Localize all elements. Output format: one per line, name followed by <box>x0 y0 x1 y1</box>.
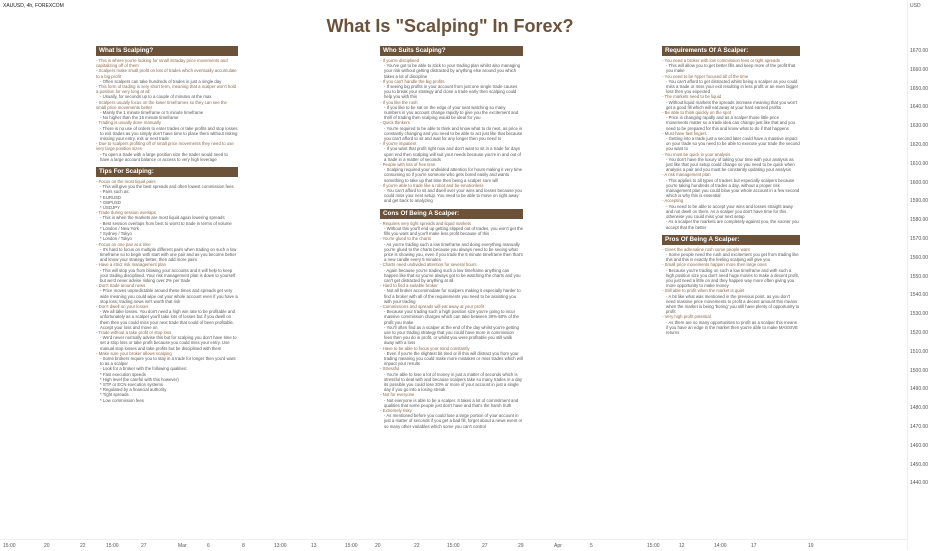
price-tick: 1510.00 <box>910 348 929 355</box>
point-heading: - Focus on the most liquid pairs <box>96 179 156 185</box>
point-detail: - If you like to be sat on the edge of your seat watching so many numbers in you account change rapidly to give you the excitement and thrill of trading then scalping would be ideal for you <box>384 104 520 121</box>
price-tick: 1580.00 <box>910 217 929 224</box>
point-detail: - Getting into a trade just a second later could have a massive impact on your trade so you need to be able to execute your trade the second you want to <box>666 136 801 152</box>
point-heading: - Very high profit potential <box>662 314 711 320</box>
time-tick: 19 <box>808 543 814 549</box>
price-tick: 1500.00 <box>910 367 929 374</box>
point-heading: - Not for everyone <box>380 392 415 398</box>
price-tick: 1610.00 <box>910 160 929 167</box>
time-tick: 6 <box>207 543 210 549</box>
point-detail: - This is when the markets are most liquid again lowering spreads <box>100 215 225 221</box>
point-heading: - If you're impatient <box>380 141 417 147</box>
point-heading: - People with lots of free time <box>380 162 436 168</box>
price-axis[interactable] <box>907 0 932 550</box>
price-tick: 1620.00 <box>910 142 929 148</box>
point-heading: - Focus on one pair at a time <box>96 241 151 247</box>
point-heading: - Trading is usually done manually <box>96 120 161 126</box>
chart-symbol-label: XAUUSD, 4h, FOREXCOM <box>3 3 64 9</box>
point-detail: * Fast execution speeds <box>100 371 146 377</box>
point-heading: - Small price movements happen more then large ones <box>662 262 767 268</box>
point-detail: * STP or ECN execution systems <box>100 381 163 387</box>
point-heading: - Must have fast fingers <box>662 130 707 136</box>
time-axis[interactable] <box>0 539 907 551</box>
point-detail: - To open a trade with a large position size the trader would need to have a large account balance or access to very high leverage <box>100 151 230 162</box>
point-detail: - You've got to be able to stick to your trading plan whilst also managing your risk without getting distracted by anything else around you which takes a lot of discipline <box>384 63 522 79</box>
point-heading: - If you're disciplined <box>380 58 420 63</box>
point-heading: - The markets need to be liquid <box>662 94 722 100</box>
time-tick: 5 <box>590 543 593 549</box>
time-tick: 13:00 <box>274 543 287 549</box>
point-detail: - If seeing big profits in your account from just one single trade causes you to break your strategy and close a trade early then scalping could help you with this <box>384 84 519 100</box>
price-tick: 1570.00 <box>910 236 929 242</box>
point-detail: * London / New York <box>100 225 139 231</box>
point-detail: - Because you're trading on such a low timeframe and with such a high position size you don't need huge moves to make a decent profit, you just need a little on and they happen way more often giving you more opportunity to make money <box>666 267 801 289</box>
time-tick: 27 <box>141 543 147 549</box>
time-tick: 15:00 <box>447 543 460 549</box>
point-heading: - Gives the adrenaline rush some people want <box>662 246 750 252</box>
point-detail: * Sydney / Tokyo <box>100 231 132 237</box>
price-tick: 1560.00 <box>910 254 929 261</box>
price-tick: 1640.00 <box>910 104 929 111</box>
point-detail: - This applies to all types of traders but especially scalpers because you're taking hundreds of trades a day, without a proper risk management plan you could blow your whole account in a few second which is why this is essential <box>666 177 801 199</box>
price-tick: 1490.00 <box>910 386 929 393</box>
point-detail: - There is no use of orders to enter trades or take profits and stop losses to exit trades as you simply don't have time to place them without risking missing your entry, exit or next trade <box>100 125 239 142</box>
price-tick: 1670.00 <box>910 48 929 54</box>
point-heading: - Commissions and spreads will eat away at your profit <box>380 303 484 309</box>
point-heading: - Stressful <box>380 366 400 372</box>
column-middle <box>380 44 523 429</box>
point-detail: - We all take losses. You don't need a high win rate to be profitable and unfortunately as a scalper you'll take lots of losses but if you dwell on them then you could miss your next trade that could of been profitable. Accept your loss and move on <box>100 309 237 330</box>
point-detail: - Even if you're the slightest bit tired or ill this will distract you from your trading meaning you could make more mistakes or miss trades which will impact your results <box>384 350 524 367</box>
time-tick: Apr <box>554 543 562 549</box>
section-header: Tips For Scalping: <box>96 167 238 177</box>
point-heading: - Make sure your broker allows scalping <box>96 350 172 356</box>
point-detail: - Not everyone is able to be a scalper. It takes a lot of commitment and qualities that some people just don't have and that's the harsh truth <box>384 397 520 408</box>
column-right <box>662 44 800 335</box>
price-tick: 1470.00 <box>910 424 929 430</box>
price-tick: 1440.00 <box>910 480 929 487</box>
point-detail: - You can't afford to get distracted whilst being a scalper as you could miss a trade or miss your exit resulting in less profit or an even bigger loss then you expected <box>666 78 800 95</box>
point-heading: - Still able to profit when the market is quiet <box>662 288 745 294</box>
price-tick: 1450.00 <box>910 461 929 468</box>
point-heading: - If you like the rush <box>380 99 418 105</box>
page-title: What Is "Scalping" In Forex? <box>326 16 574 36</box>
point-detail: * Tight spreads <box>100 392 129 398</box>
point-detail: - No higher than the 15 minute timeframe <box>100 115 179 121</box>
point-heading: - Hard to find a suitable broker <box>380 283 438 289</box>
point-detail: - Usually, for seconds up to a couple of minutes at the max <box>100 94 212 100</box>
section-header: Cons Of Being A Scalper: <box>380 209 523 219</box>
price-tick: 1660.00 <box>910 66 929 73</box>
point-detail: - As mentioned before you could lose a large portion of your account in just a matter of seconds if you get a bad fill, forget about a news event or so many other variables which some you can't control <box>384 413 524 429</box>
point-heading: - A risk management plan <box>662 172 711 178</box>
point-heading: - Be able to think quickly on the spot <box>662 110 732 116</box>
point-heading: - Scalpers make small profit on lots of trades which eventually accumulate to a big profit <box>96 68 238 79</box>
point-heading: - Requires very tight spreads and liquid markets <box>380 220 471 226</box>
point-detail: - You'll often find as a scalper at the end of the day whilst you're getting use to your trading strategy that you could have more in commission fees then you do in profit, or whilst you were profitable you still walk away with a loss <box>384 324 521 346</box>
point-heading: - Quick thinkers <box>380 120 410 126</box>
point-detail: - It's hard to focus on multiple different pairs when trading on such a low timeframe so to begin with start with one pair and as you become better and know your strategy better, then add more pairs <box>100 246 238 263</box>
point-detail: - Scalping required your undivided attention for hours making it very time consuming so if you're someone who gets bored easily and wants something to take up that time then being a scalper sure will <box>384 167 524 183</box>
point-detail: - As there are so many opportunities to profit as a scalper this means if you have an edge in the market then you're able to make MASSIVE returns <box>666 319 800 335</box>
price-tick: 1540.00 <box>910 292 929 299</box>
point-detail: - Some brokers require you to stay in a trade for longer then you'd want to as a scalper <box>100 355 237 367</box>
point-detail: - Some people need the rush and excitement you get from trading like this and this is exactly the feeling scalping will give you <box>666 251 801 263</box>
price-tick: 1460.00 <box>910 442 929 449</box>
point-heading: - Don't trade around news <box>96 283 146 289</box>
point-heading: - You need a broker with low commission fees or tight spreads <box>662 58 780 63</box>
point-detail: - You don't have the luxury of taking your time with your analysis as just like that your setup could change so you need to be quick when analysis a pair and you must be constantly updating your analysis <box>666 156 796 173</box>
price-tick: 1530.00 <box>910 311 929 318</box>
point-detail: - Price is changing rapidly and as a scalper those little price movements matter so a trade idea can change just like that and you need to be prepared for this and know what to do if that happens <box>666 115 797 131</box>
time-tick: 22 <box>80 543 86 549</box>
point-detail: - A bit like what was mentioned in the previous point, as you don't need massive price movements to profit a decent amount this means when the market is being 'boring' you still have plenty of opportunity to profit <box>666 293 801 315</box>
point-detail: - If you want that profit right now and don't want to sit in a trade for days upon end then scalping will suit your needs because you're in and out of a trade in a matter of seconds <box>384 146 523 162</box>
point-detail: - As a scalper the markets are completely against you, the sooner you accept that the better <box>666 219 800 230</box>
price-tick: 1590.00 <box>910 198 929 205</box>
point-detail: - Without liquid markets the spreads increase meaning that you won't get a good fill which will eat away at your hard earned profits <box>666 99 799 110</box>
point-detail: * USDJPY <box>100 205 120 211</box>
point-heading: - Don't dwell on your losses <box>96 303 149 309</box>
time-tick: 29 <box>518 543 524 549</box>
point-detail: - Again because you're trading such a low timeframe anything can happen like that so you've always got to be watching the charts and you can't get distracted by anything at all <box>384 267 522 283</box>
point-heading: - You must be quick in your analysis <box>662 151 731 157</box>
point-heading: - You need to be hyper focused all of the time <box>662 73 749 79</box>
point-heading: - Due to scalpers profiting off of small price movements they need to use very large position sizes <box>96 141 235 152</box>
point-detail: * EURUSD <box>100 194 122 200</box>
point-detail: - Because your trading such a high position size you're going to incur massive commission charges which can take between 30%-50% of the profit you make <box>384 309 521 325</box>
point-detail: - Look for a broker with the following qualities: <box>100 366 188 372</box>
section-header: Who Suits Scalping? <box>380 46 523 56</box>
point-detail: - Pairs such as: <box>100 189 130 195</box>
point-detail: * London / Tokyo <box>100 236 132 242</box>
time-tick: 20 <box>375 543 381 549</box>
time-tick: 22 <box>414 543 420 549</box>
section-header: What Is Scalping? <box>96 46 238 56</box>
point-heading: - Extremely risky <box>380 408 412 413</box>
point-heading: - Scalpers usually focus on the lower timeframes so they can see the small price movements better <box>96 99 229 110</box>
point-detail: - This will stop you from blowing your accounts and it will help to keep your trading disciplined. Your risk management plan is down to yourself but we'd never advise risking over 2% per trade <box>100 267 237 283</box>
point-heading: - Have to be able to focus your mind constantly <box>380 345 470 351</box>
point-heading: - Charts need undivided attention for several hours <box>380 262 477 268</box>
price-tick: 1550.00 <box>910 273 929 280</box>
point-heading: - You're glued to the charts <box>380 236 431 242</box>
point-heading: - This is where you're looking for small intraday price movements and capitalizing off of them <box>96 58 229 69</box>
point-detail: - Often scalpers can take hundreds of trades in just a single day <box>100 78 222 84</box>
point-detail: * Low commission fees <box>100 397 144 403</box>
point-detail: - You're able to lose a lot of money in just a matter of seconds which is stressful to deal with and because scalpers take so many trades in a day its possible you could lose 20% or more of your account in just a single day if you go into a losing streak <box>384 371 524 393</box>
point-detail: - As you're trading such a low timeframe and doing everything manually you're glued to the charts because you always need to be seeing what price is showing you, even if you trade the 5 minute timeframe then that's a new candle every 5 minutes <box>384 241 525 263</box>
time-tick: 13 <box>311 543 317 549</box>
point-detail: - We'd never normally advise this but for scalping you don't have time to set a stop loss or take profit because you could miss your entry. Use manual stop losses and take profits but be disciplined with them <box>100 335 238 351</box>
point-detail: - Not all broker accommodate for scalpers making it especially harder to find a broker with all of the requirements you need to be assisting you with your trading <box>384 288 522 304</box>
time-tick: 15:00 <box>106 543 119 549</box>
point-detail: - Without this you'll end up getting slipped out of trades, you won't get the fills you want and you'll make less profit because of this <box>384 225 525 237</box>
point-heading: - This form of trading is very short term, meaning that a scalper won't hold a position for very long at all <box>96 84 238 95</box>
point-heading: - Accepting <box>662 198 684 204</box>
point-detail: - Price moves unpredictable around these times and spreads get very wide meaning you could wipe out your whole account even if you have a stop loss; trading news isn't worth that risk <box>100 288 239 304</box>
time-tick: 15:00 <box>647 543 660 549</box>
section-header: Requirements Of A Scalper: <box>662 46 800 56</box>
point-detail: - You need to be able to accept your wins and losses straight away and not dwell on them. As a scalper you don't have time for this otherwise you could miss your next setup <box>666 203 795 220</box>
point-detail: - You can't afford to sit and dwell over your wins and losses because you could miss your next setup. You need to be able to move on right away and get back to analyzing <box>384 188 524 204</box>
point-detail: - Mainly the 1 minute timeframe or 5 minute timeframe <box>100 110 204 116</box>
price-unit: USD <box>910 3 921 9</box>
time-tick: 8 <box>242 543 245 549</box>
time-tick: 12 <box>679 543 685 549</box>
column-left <box>96 44 238 403</box>
point-heading: - If you can't handle the big profits <box>380 78 445 84</box>
point-heading: - Have a strict risk management plan <box>96 262 166 268</box>
point-heading: - If you're able to trade like a robot and be emotionless <box>380 182 484 188</box>
point-detail: - You're required to be able to think and know what to do next, as price is constantly changing and you need to be able to act just like that because you can't afford to sit and wait for any longer then you need to <box>384 125 524 142</box>
point-detail: * GBPUSD <box>100 199 122 205</box>
point-heading: - Trade without a take profit or stop loss <box>96 329 172 335</box>
section-header: Pros Of Being A Scalper: <box>662 235 800 245</box>
time-tick: Mar <box>178 543 187 549</box>
time-tick: 20 <box>44 543 50 549</box>
point-detail: - This will allow you to get better fills and keep more of the profit that you make <box>666 63 797 74</box>
price-tick: 1520.00 <box>910 330 929 336</box>
time-tick: 15:00 <box>3 543 16 549</box>
point-detail: * Regulated by a financial authority <box>100 387 167 393</box>
price-tick: 1630.00 <box>910 123 929 130</box>
time-tick: 14:00 <box>714 543 727 549</box>
price-tick: 1650.00 <box>910 85 929 92</box>
point-detail: - Best session overlaps from best to worst to trade in terms of volume <box>100 220 232 226</box>
time-tick: 15:00 <box>345 543 358 549</box>
point-detail: * High level (be careful with this however) <box>100 376 179 382</box>
time-tick: 17 <box>751 543 757 549</box>
price-tick: 1480.00 <box>910 405 929 412</box>
time-tick: 27 <box>482 543 488 549</box>
point-heading: - Trade during session overlaps <box>96 210 156 216</box>
price-tick: 1600.00 <box>910 179 929 186</box>
point-detail: - This will give you the best spreads and often lowest commission fees <box>100 184 234 190</box>
